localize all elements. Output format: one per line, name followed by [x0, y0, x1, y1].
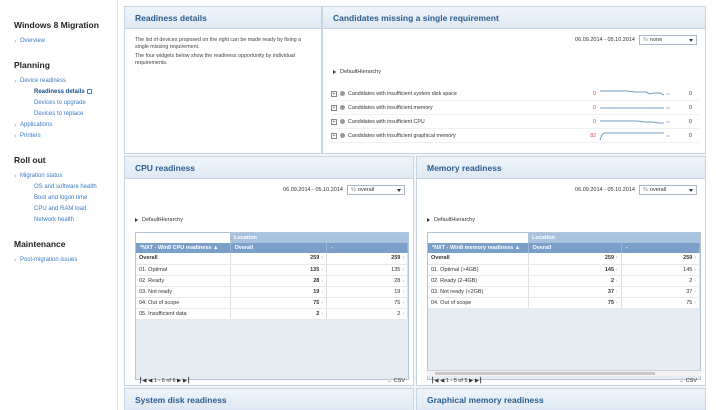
row-label: Overall [136, 253, 230, 264]
list-item[interactable] [331, 129, 699, 143]
description-text: The four widgets below show the readiness opportunity by individual requirements. [135, 53, 295, 66]
date-range: 06.09.2014 - 05.10.2014 [575, 37, 635, 43]
row-label: 01. Optimal [136, 264, 230, 275]
cell-value: 37 [686, 288, 693, 295]
percent-icon: % [643, 37, 648, 43]
sidebar-item-post-migration[interactable]: › Post-migration issues [14, 255, 117, 266]
chevron-right-icon: › [616, 288, 618, 295]
chevron-right-icon: › [616, 266, 618, 273]
cell-value: 75 [686, 299, 693, 306]
percent-icon: % [351, 187, 356, 193]
pager[interactable]: ┃◀ ◀ 1 - 5 of 5 ▶ ▶┃ [431, 378, 483, 384]
panel-title: Memory readiness [417, 157, 705, 179]
section-title-rollout: Roll out [14, 155, 46, 165]
table-footer [135, 378, 409, 387]
chevron-right-icon: › [402, 277, 404, 284]
row-label: 04. Out of scope [428, 297, 528, 308]
panel-title: Graphical memory readiness [417, 389, 705, 410]
candidate-value: 0 [593, 90, 596, 97]
hierarchy-toggle[interactable] [333, 69, 381, 75]
sidebar-item-devices-to-upgrade[interactable]: Devices to upgrade [34, 100, 86, 106]
date-filter [283, 185, 405, 195]
candidate-value: 82 [590, 132, 596, 139]
date-range: 06.09.2014 - 05.10.2014 [283, 187, 343, 193]
pager[interactable]: ┃◀ ◀ 1 - 6 of 6 ▶ ▶┃ [139, 378, 191, 384]
sidebar-item-device-readiness[interactable]: › Device readiness [14, 76, 117, 87]
column-header[interactable]: *NXT - Win8 CPU readiness ▲ [136, 243, 230, 253]
row-label: 04. Out of scope [136, 297, 230, 308]
dot-icon [340, 91, 345, 96]
dot-icon [340, 133, 345, 138]
hierarchy-label: DefaultHierarchy [434, 217, 475, 223]
candidate-label: Candidates with insufficient memory [348, 104, 433, 111]
table-row[interactable] [428, 286, 700, 297]
cell-value: 259 [391, 255, 401, 262]
candidate-label: Candidates with insufficient system disk space [348, 90, 457, 97]
sparkline [598, 89, 672, 99]
date-filter [575, 35, 697, 45]
sidebar-item-boot-logon[interactable]: Boot and logon time [34, 195, 88, 201]
chevron-right-icon: › [402, 310, 404, 317]
caret-right-icon [333, 70, 336, 74]
sidebar-item-printers[interactable]: › Printers [14, 131, 117, 142]
chevron-right-icon: › [616, 299, 618, 306]
plus-box-icon[interactable]: + [332, 118, 336, 125]
chevron-right-icon: › [616, 255, 618, 262]
cell-value: 28 [313, 277, 320, 284]
chevron-right-icon: › [321, 266, 323, 273]
description-text: The list of devices proposed on the right can be made ready by fixing a single missing requirement. [135, 37, 302, 50]
memory-table [427, 232, 701, 380]
hierarchy-label: DefaultHierarchy [142, 217, 183, 223]
cell-value: 75 [607, 299, 615, 306]
sidebar-item-label: Readiness details [34, 89, 85, 95]
sparkline [598, 117, 672, 127]
table-row[interactable] [136, 275, 408, 286]
chevron-down-icon [397, 189, 401, 192]
list-item[interactable] [331, 87, 699, 101]
cell-value: 145 [683, 266, 693, 273]
dropdown-value: overall [649, 187, 667, 193]
cpu-readiness-panel [124, 156, 414, 386]
table-footer [427, 378, 701, 387]
cell-value: 37 [607, 288, 615, 295]
list-item[interactable] [331, 115, 699, 129]
caret-right-icon [427, 218, 430, 222]
candidate-value: 0 [593, 118, 596, 125]
table-row[interactable] [428, 275, 700, 286]
lock-icon [87, 89, 92, 94]
column-header[interactable]: - [326, 243, 407, 253]
chevron-right-icon: › [321, 288, 323, 295]
column-header[interactable]: Overall [528, 243, 621, 253]
cell-value: 19 [394, 288, 401, 295]
row-label: Overall [428, 253, 528, 264]
cell-value: 2 [397, 310, 401, 317]
dashboard [124, 6, 706, 410]
candidate-value: 0 [689, 90, 692, 97]
panel-title: Candidates missing a single requirement [323, 7, 705, 29]
cell-value: 259 [604, 255, 615, 262]
cell-value: 259 [683, 255, 693, 262]
candidate-value: 0 [593, 104, 596, 111]
location-header: Location [528, 233, 700, 243]
graphical-memory-panel [416, 388, 706, 410]
section-title-planning: Planning [14, 60, 50, 70]
candidate-value: 0 [689, 132, 692, 139]
column-header[interactable]: *NXT - Win8 memory readiness ▲ [428, 243, 528, 253]
cell-value: 19 [313, 288, 320, 295]
chevron-right-icon: › [321, 299, 323, 306]
list-item[interactable] [331, 101, 699, 115]
chevron-right-icon: › [321, 255, 323, 262]
row-label: 03. Not ready [136, 286, 230, 297]
sparkline [598, 103, 672, 113]
chevron-right-icon: › [616, 277, 618, 284]
filter-dropdown[interactable] [639, 185, 697, 195]
sidebar-item-readiness-details[interactable] [14, 87, 117, 98]
dropdown-value: none [649, 37, 663, 43]
candidates-list [331, 87, 699, 143]
panel-title: CPU readiness [125, 157, 413, 179]
cell-value: 259 [310, 255, 320, 262]
chevron-right-icon: › [402, 255, 404, 262]
panel-title: Readiness details [125, 7, 321, 29]
chevron-down-icon [689, 189, 693, 192]
readiness-description [125, 29, 321, 77]
dot-icon [340, 105, 345, 110]
cell-value: 2 [689, 277, 693, 284]
chevron-right-icon: › [402, 299, 404, 306]
row-label: 02. Ready [136, 275, 230, 286]
row-label: 02. Ready (2-4GB) [428, 275, 528, 286]
chevron-right-icon: › [402, 266, 404, 273]
column-header[interactable]: - [621, 243, 699, 253]
system-disk-panel [124, 388, 414, 410]
sidebar-item-devices-to-replace[interactable]: Devices to replace [34, 111, 84, 117]
filter-dropdown[interactable] [639, 35, 697, 45]
date-filter [575, 185, 697, 195]
plus-box-icon[interactable]: + [332, 132, 336, 139]
location-header: Location [230, 233, 408, 243]
chevron-right-icon: › [694, 299, 696, 306]
section-title-windows8: Windows 8 Migration [14, 20, 99, 30]
table-row[interactable] [136, 286, 408, 297]
table-row[interactable] [136, 253, 408, 264]
chevron-right-icon: › [694, 277, 696, 284]
horizontal-scrollbar[interactable] [427, 370, 701, 376]
cell-value: 145 [604, 266, 615, 273]
candidate-label: Candidates with insufficient CPU [348, 118, 425, 125]
sidebar-item-network-health[interactable]: Network health [34, 217, 75, 223]
caret-right-icon [135, 218, 138, 222]
row-label: 03. Not ready (<2GB) [428, 286, 528, 297]
cell-value: 2 [316, 310, 320, 317]
csv-export-button[interactable]: → CSV [386, 378, 405, 384]
readiness-details-panel [124, 6, 322, 154]
hierarchy-toggle[interactable] [427, 217, 475, 223]
cpu-table [135, 232, 409, 380]
cell-value: 135 [310, 266, 320, 273]
chevron-right-icon: › [321, 277, 323, 284]
percent-icon: % [643, 187, 648, 193]
table-row[interactable] [136, 264, 408, 275]
table-row[interactable] [428, 264, 700, 275]
chevron-right-icon: › [694, 255, 696, 262]
hierarchy-label: DefaultHierarchy [340, 69, 381, 75]
cell-value: 2 [610, 277, 615, 284]
row-label: 01. Optimal (>4GB) [428, 264, 528, 275]
memory-readiness-panel [416, 156, 706, 386]
candidate-value: 0 [689, 118, 692, 125]
cell-value: 135 [391, 266, 401, 273]
chevron-down-icon [689, 39, 693, 42]
dropdown-value: overall [357, 187, 375, 193]
sidebar-item-os-health[interactable]: OS and software health [34, 184, 97, 190]
filter-dropdown[interactable] [347, 185, 405, 195]
csv-export-button[interactable]: → CSV [678, 378, 697, 384]
section-title-maintenance: Maintenance [14, 239, 66, 249]
sparkline [598, 131, 672, 141]
candidate-value: 0 [689, 104, 692, 111]
sidebar-item-overview[interactable]: › Overview [14, 36, 117, 47]
plus-box-icon[interactable]: + [332, 90, 336, 97]
sidebar-item-applications[interactable]: › Applications [14, 120, 117, 131]
sidebar-item-cpu-ram[interactable]: CPU and RAM load [34, 206, 87, 212]
scrollbar-thumb[interactable] [435, 372, 655, 375]
table-row[interactable] [428, 253, 700, 264]
cell-value: 28 [394, 277, 401, 284]
chevron-right-icon: › [694, 288, 696, 295]
table-row[interactable] [428, 297, 700, 308]
cell-value: 75 [313, 299, 320, 306]
hierarchy-toggle[interactable] [135, 217, 183, 223]
row-label: 05. Insufficient data [136, 308, 230, 319]
plus-box-icon[interactable]: + [332, 104, 336, 111]
candidates-panel [322, 6, 706, 154]
cell-value: 75 [394, 299, 401, 306]
chevron-right-icon: › [402, 288, 404, 295]
dot-icon [340, 119, 345, 124]
sidebar-item-migration-status[interactable]: › Migration status [14, 171, 117, 182]
date-range: 06.09.2014 - 05.10.2014 [575, 187, 635, 193]
table-row[interactable] [136, 297, 408, 308]
table-row[interactable] [136, 308, 408, 319]
panel-title: System disk readiness [125, 389, 413, 410]
chevron-right-icon: › [694, 266, 696, 273]
candidate-label: Candidates with insufficient graphical memory [348, 132, 456, 139]
chevron-right-icon: › [321, 310, 323, 317]
column-header[interactable]: Overall [230, 243, 326, 253]
sidebar [0, 0, 118, 410]
